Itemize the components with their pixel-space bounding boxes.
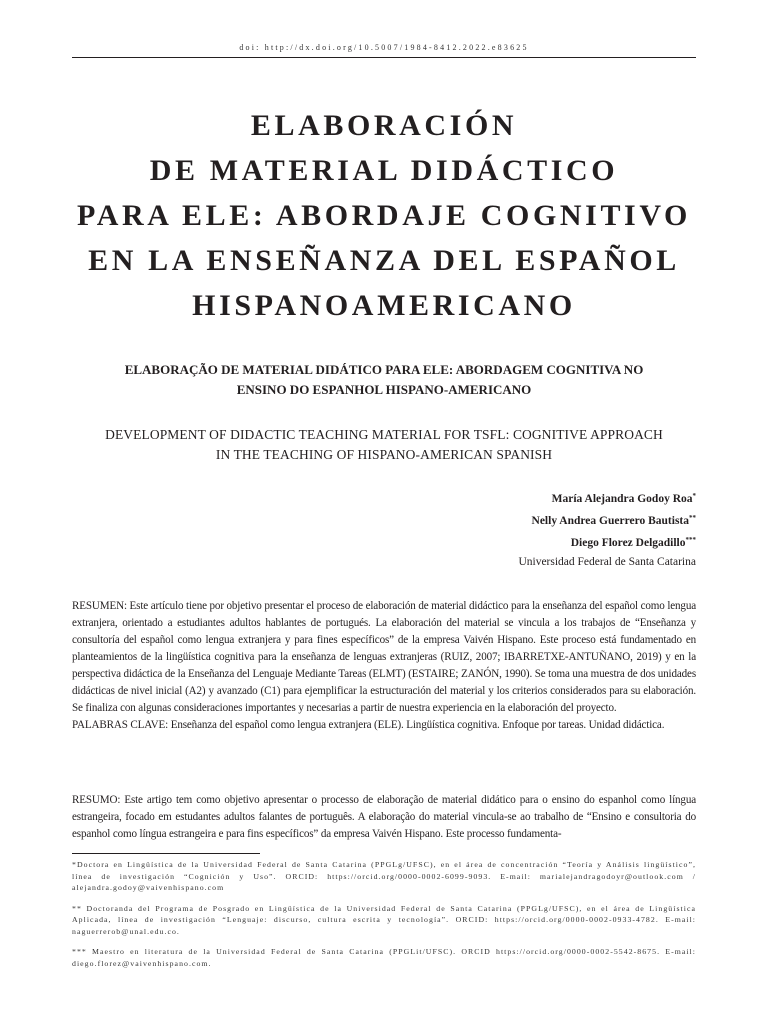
english-title-line: IN THE TEACHING OF HISPANO-AMERICAN SPANISH: [215, 447, 553, 462]
footnote-author-3: *** Maestro en literatura de la Universidad Federal de Santa Catarina (PPGLit/UFSC). ORCID https://orcid.org/0000-0002-5542-8675. E-mail: diego.florez@vaivenhispano.com.: [72, 947, 696, 968]
title-line: ELABORACIÓN: [250, 109, 518, 142]
resumen-text: RESUMEN: Este artículo tiene por objetivo presentar el proceso de elaboración de material didáctico para la enseñanza del español como lengua extranjera, orientado a estudiantes adultos hablantes de portugués. La elaboración del material se vincula a los trabajos de “Enseñanza y consultoría del español como lengua extranjera y para fines específicos” de la empresa Vaivén Hispano. Este proceso está fundamentado en planteamientos de la lingüística cognitiva para la enseñanza de lenguas extranjeras (RUIZ, 2007; IBARRETXE-ANTUÑANO, 2019) y en la perspectiva didáctica de la Enseñanza del Lenguaje Mediante Tareas (ELMT) (ESTAIRE; ZANÓN, 1990). Se toma una muestra de dos unidades didácticas de nivel inicial (A2) y avanzado (C1) para ejemplificar la estructuración del material y los criterios considerados para su elaboración. Se finaliza con algunas consideraciones importantes y necesarias a partir de nuestra experiencia en la elaboración del proyecto.: [72, 600, 696, 714]
footnote-mark: **: [689, 514, 696, 522]
author-name: María Alejandra Godoy Roa*: [551, 492, 696, 505]
author-block: [518, 487, 696, 572]
footnote-author-2: ** Doctoranda del Programa de Posgrado en Lingüística de la Universidad Federal de Santa Catarina (PPGLg/UFSC), en el área de Lingüística Aplicada, línea de investigación “Lenguaje: discurso, cultura escrita y tecnología”. ORCID: https://orcid.org/0000-0002-0933-4782. E-mail: naguerrerob@unal.edu.co.: [72, 903, 696, 936]
author-institution: Universidad Federal de Santa Catarina: [518, 556, 696, 568]
portuguese-title-line: ENSINO DO ESPANHOL HISPANO-AMERICANO: [236, 382, 532, 397]
portuguese-title-line: ELABORAÇÃO DE MATERIAL DIDÁTICO PARA ELE: ABORDAGEM COGNITIVA NO: [124, 362, 644, 377]
footnotes: [72, 859, 696, 978]
title-line: EN LA ENSEÑANZA DEL ESPAÑOL: [88, 244, 680, 277]
title-line: DE MATERIAL DIDÁCTICO: [149, 154, 619, 187]
resumo-text: RESUMO: Este artigo tem como objetivo apresentar o processo de elaboração de material didático para o ensino do espanhol como língua estrangeira, focado em estudantes adultos falantes de português. A elaboração do material vincula-se ao trabalho de “Ensino e consultoria do espanhol como língua estrangeira e para fins específicos” da empresa Vaivén Hispano. Este processo fundamenta-: [72, 794, 696, 840]
footnote-rule: [72, 853, 260, 854]
author-name: Diego Florez Delgadillo***: [570, 536, 696, 549]
header-rule: [72, 57, 696, 58]
resumen-abstract: [72, 598, 696, 734]
resumo-abstract: [72, 792, 696, 843]
title-line: PARA ELE: ABORDAJE COGNITIVO: [77, 199, 691, 232]
english-title: [40, 425, 728, 465]
portuguese-title: [60, 360, 708, 400]
author-name: Nelly Andrea Guerrero Bautista**: [531, 514, 696, 527]
title-line: HISPANOAMERICANO: [192, 289, 576, 322]
doi-header[interactable]: doi: http://dx.doi.org/10.5007/1984-8412.2022.e83625: [239, 43, 529, 52]
footnote-mark: ***: [685, 536, 696, 544]
footnote-mark: *: [692, 492, 696, 500]
english-title-line: DEVELOPMENT OF DIDACTIC TEACHING MATERIAL FOR TSFL: COGNITIVE APPROACH: [105, 427, 663, 442]
main-title: [40, 103, 728, 328]
resumen-keywords: PALABRAS CLAVE: Enseñanza del español como lengua extranjera (ELE). Lingüística cognitiva. Enfoque por tareas. Unidad didáctica.: [72, 719, 665, 731]
footnote-author-1: *Doctora en Lingüística de la Universidad Federal de Santa Catarina (PPGLg/UFSC), en el área de concentración “Teoría y Análisis lingüístico”, línea de investigación “Cognición y Uso”. ORCID: https://orcid.org/0000-0002-6099-9093. E-mail: marialejandragodoyr@outlook.com / alejandra.godoy@vaivenhispano.com: [72, 860, 696, 892]
